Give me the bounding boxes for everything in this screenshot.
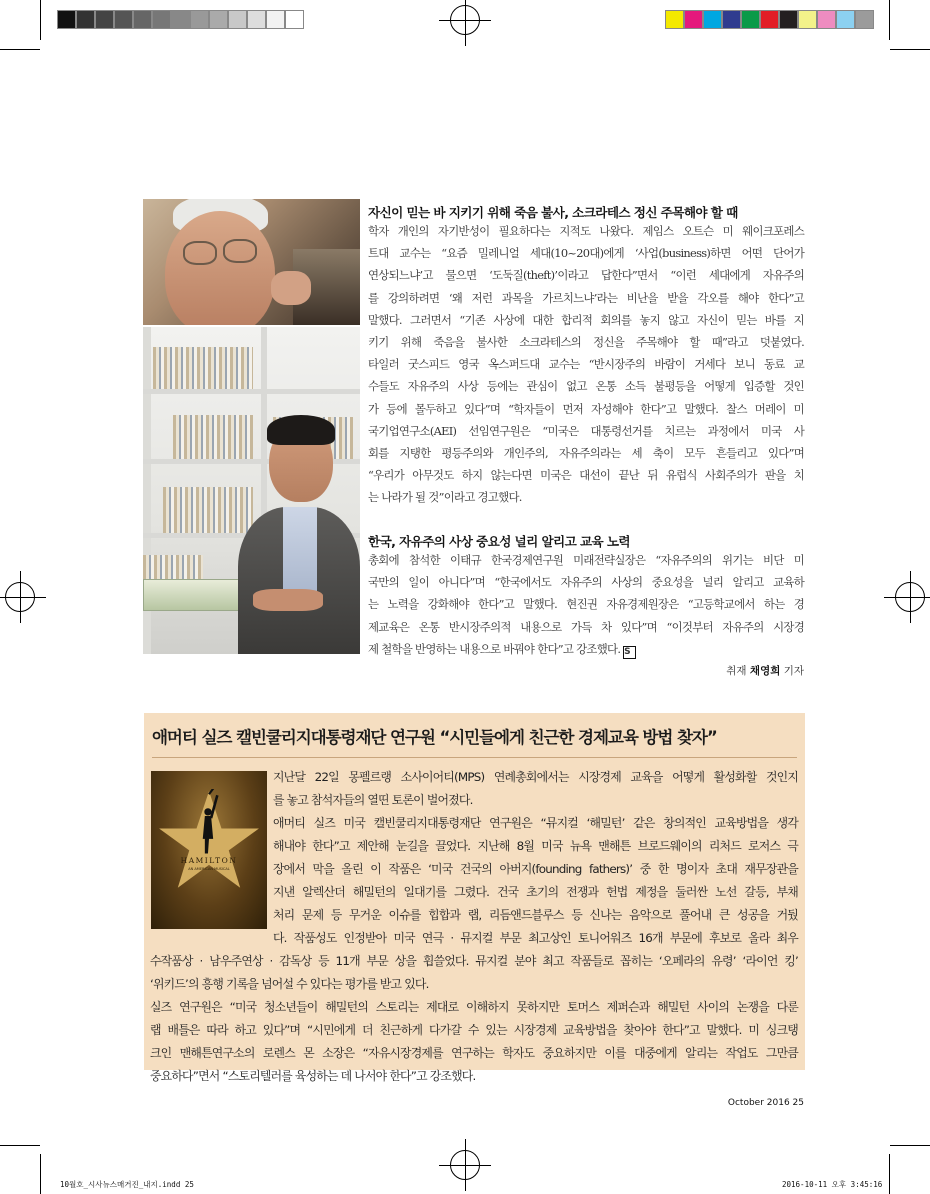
sidebar-line: 처리 문제 등 무거운 이슈를 힙합과 랩, 리듬앤드블루스 등 신나는 음악으로 풀어내 큰 성공을 거뒀 bbox=[273, 908, 798, 922]
crop-mark bbox=[0, 1145, 40, 1146]
sidebar-line: 다. 작품성도 인정받아 미국 연극 · 뮤지컬 부문 최고상인 토니어워즈 16개 부문에 후보로 올라 최우 bbox=[273, 931, 798, 945]
paragraph-line: “우리가 아무것도 하지 않는다면 미국은 대선이 끝난 뒤 유럽식 사회주의가 판을 치 bbox=[368, 468, 804, 483]
sidebar-line: 를 놓고 참석자들의 열띤 토론이 벌어졌다. bbox=[273, 793, 473, 807]
credit-prefix: 취재 bbox=[726, 665, 747, 677]
paragraph-line: 수들도 자유주의 사상 등에는 관심이 없고 온통 소득 불평등을 어떻게 입증할 것인 bbox=[368, 379, 804, 394]
section-body-korea bbox=[368, 549, 804, 660]
registration-mark-bottom bbox=[450, 1150, 480, 1180]
sidebar-line: 애머티 실즈 미국 캘빈쿨리지대통령재단 연구원은 “뮤지컬 ‘해밀턴’ 같은 창의적인 교육방법을 생각 bbox=[273, 816, 798, 830]
credit-suffix: 기자 bbox=[783, 665, 804, 677]
color-swatch bbox=[133, 10, 152, 29]
sidebar-line: 랩 배틀은 따라 하고 있다”며 “시민에게 더 친근하게 다가갈 수 있는 시장경제 교육방법을 찾아야 한다”고 말했다. 미 싱크탱 bbox=[150, 1023, 798, 1037]
sidebar-body bbox=[150, 766, 798, 1088]
paragraph-line: 제교육은 온통 반시장주의적 내용으로 가득 차 있다”며 “이것부터 자유주의 시장경 bbox=[368, 619, 804, 634]
portrait-photo-professor bbox=[143, 199, 360, 325]
registration-mark-left bbox=[5, 582, 35, 612]
poster-subtitle: AN AMERICAN MUSICAL bbox=[188, 867, 230, 871]
gray-swatch-bar bbox=[57, 10, 304, 29]
color-swatch bbox=[57, 10, 76, 29]
color-swatch bbox=[285, 10, 304, 29]
color-swatch bbox=[741, 10, 760, 29]
color-swatch bbox=[247, 10, 266, 29]
section-heading-socrates: 자신이 믿는 바 지키기 위해 죽음 불사, 소크라테스 정신 주목해야 할 때 bbox=[368, 205, 738, 220]
paragraph-line: 를 강의하려면 ‘왜 저런 과목을 가르치느냐’라는 비난을 받을 각오를 해야 한다”고 bbox=[368, 290, 804, 305]
crop-mark bbox=[890, 1145, 930, 1146]
section-heading-korea: 한국, 자유주의 사상 중요성 널리 알리고 교육 노력 bbox=[368, 534, 630, 549]
reporter-name: 채영희 bbox=[749, 665, 781, 677]
color-swatch bbox=[152, 10, 171, 29]
sidebar-line: 실즈 연구원은 “미국 청소년들이 해밀턴의 스토리는 제대로 이해하지 못하지만 토머스 제퍼슨과 해밀턴 사이의 논쟁을 다룬 bbox=[150, 1000, 798, 1014]
color-swatch bbox=[266, 10, 285, 29]
poster-title: HAMILTON bbox=[180, 856, 238, 865]
paragraph-line: 총회에 참석한 이태규 한국경제연구원 미래전략실장은 “자유주의의 위기는 비단 미 bbox=[368, 553, 804, 567]
crop-mark bbox=[890, 49, 930, 50]
sidebar-line: 지난달 22일 몽펠르랭 소사이어티(MPS) 연례총회에서는 시장경제 교육을 어떻게 활성화할 것인지 bbox=[273, 770, 798, 784]
color-swatch bbox=[703, 10, 722, 29]
color-swatch bbox=[855, 10, 874, 29]
page-folio: October 2016 25 bbox=[727, 1098, 804, 1108]
color-swatch bbox=[760, 10, 779, 29]
paragraph-line: 트대 교수는 “요즘 밀레니얼 세대(10~20대)에게 ‘사업(business)하면 어떤 단어가 bbox=[368, 246, 804, 261]
end-mark-icon: S bbox=[623, 646, 636, 659]
color-swatch bbox=[836, 10, 855, 29]
file-slug: 10월호_시사뉴스매거진_내지.indd 25 bbox=[60, 1180, 194, 1189]
crop-mark bbox=[0, 49, 40, 50]
paragraph-line: 국기업연구소(AEI) 선임연구원은 “미국은 대통령선거를 치르는 과정에서 미국 사 bbox=[368, 423, 804, 438]
color-swatch bbox=[209, 10, 228, 29]
paragraph-line: 키기 위해 죽음을 불사한 소크라테스의 정신을 주목해야 할 때”라고 덧붙였다. bbox=[368, 335, 804, 350]
timestamp-slug: 2016-10-11 오후 3:45:16 bbox=[782, 1180, 883, 1189]
color-swatch bbox=[798, 10, 817, 29]
color-swatch bbox=[190, 10, 209, 29]
color-swatch bbox=[722, 10, 741, 29]
paragraph-line: 말했다. 그러면서 “기존 사상에 대한 합리적 회의를 놓지 않고 자신이 믿는 바를 지 bbox=[368, 312, 804, 327]
sidebar-line: 해내야 한다”고 제안해 눈길을 끌었다. 지난해 8월 미국 뉴욕 맨해튼 브로드웨이의 리처드 로저스 극 bbox=[273, 839, 798, 853]
color-swatch bbox=[114, 10, 133, 29]
title-divider bbox=[152, 757, 797, 758]
portrait-photo-researcher bbox=[143, 327, 360, 654]
sidebar-line: ‘위키드’의 흥행 기록을 넘어설 수 있다는 평가를 받고 있다. bbox=[150, 977, 429, 991]
sidebar-line: 지낸 알렉산더 해밀턴의 일대기를 그렸다. 건국 초기의 전쟁과 헌법 제정을 둘러싼 노선 갈등, 부채 bbox=[273, 885, 798, 899]
sidebar-line: 크인 맨해튼연구소의 로렌스 몬 소장은 “자유시장경제를 연구하는 학자도 중요하지만 이를 대중에게 알리는 작업도 그만큼 bbox=[150, 1046, 798, 1060]
registration-mark-right bbox=[895, 582, 925, 612]
paragraph-line: 연상되느냐’고 물으면 ‘도둑질(theft)’이라고 답한다”면서 “이런 세대에게 자유주의 bbox=[368, 268, 804, 283]
section-body-socrates bbox=[368, 220, 804, 509]
color-swatch bbox=[95, 10, 114, 29]
crop-mark bbox=[889, 1154, 890, 1194]
sidebar-line: 중요하다”면서 “스토리텔러를 육성하는 데 나서야 한다”고 강조했다. bbox=[150, 1069, 476, 1083]
paragraph-line: 가 등에 몰두하고 있다”며 “학자들이 먼저 자성해야 한다”고 말했다. 찰스 머레이 미 bbox=[368, 401, 804, 416]
color-swatch bbox=[228, 10, 247, 29]
color-swatch bbox=[779, 10, 798, 29]
color-swatch bbox=[665, 10, 684, 29]
sidebar-line: 장에서 막을 올린 이 작품은 ‘미국 건국의 아버지(founding fathers)’ 중 한 명이자 초대 재무장관을 bbox=[273, 862, 798, 876]
paragraph-line: 국만의 일이 아니다”며 “한국에서도 자유주의 사상의 중요성을 널리 알리고 교육하 bbox=[368, 575, 804, 590]
sidebar-title: 애머티 실즈 캘빈쿨리지대통령재단 연구원 “시민들에게 친근한 경제교육 방법 찾자” bbox=[152, 728, 717, 747]
crop-mark bbox=[40, 1154, 41, 1194]
paragraph-line: 학자 개인의 자기반성이 필요하다는 지적도 나왔다. 제임스 오트슨 미 웨이크포레스 bbox=[368, 224, 804, 238]
paragraph-line: 회를 지탱한 평등주의와 개인주의, 자유주의라는 세 축이 모두 흔들리고 있다”며 bbox=[368, 446, 804, 461]
paragraph-line: 는 나라가 될 것”이라고 경고했다. bbox=[368, 490, 522, 505]
color-swatch bbox=[171, 10, 190, 29]
sidebar-line: 수작품상 · 남우주연상 · 감독상 등 11개 부문 상을 휩쓸었다. 뮤지컬 분야 최고 작품들로 꼽히는 ‘오페라의 유령’ ‘라이언 킹’ bbox=[150, 954, 798, 968]
paragraph-line: 타일러 굿스피드 영국 옥스퍼드대 교수는 “반시장주의 바람이 거세다 보니 동료 교 bbox=[368, 357, 804, 372]
crop-mark bbox=[40, 0, 41, 40]
crop-mark bbox=[889, 0, 890, 40]
paragraph-line: 는 노력을 강화해야 한다”고 말했다. 현진권 자유경제원장은 “고등학교에서 하는 경 bbox=[368, 597, 804, 612]
color-swatch bbox=[684, 10, 703, 29]
registration-mark-top bbox=[450, 5, 480, 35]
color-swatch-bar bbox=[665, 10, 874, 29]
paragraph-line: 제 철학을 반영하는 내용으로 바꿔야 한다”고 강조했다. S bbox=[368, 638, 804, 660]
reporter-credit bbox=[726, 663, 804, 678]
color-swatch bbox=[817, 10, 836, 29]
color-swatch bbox=[76, 10, 95, 29]
